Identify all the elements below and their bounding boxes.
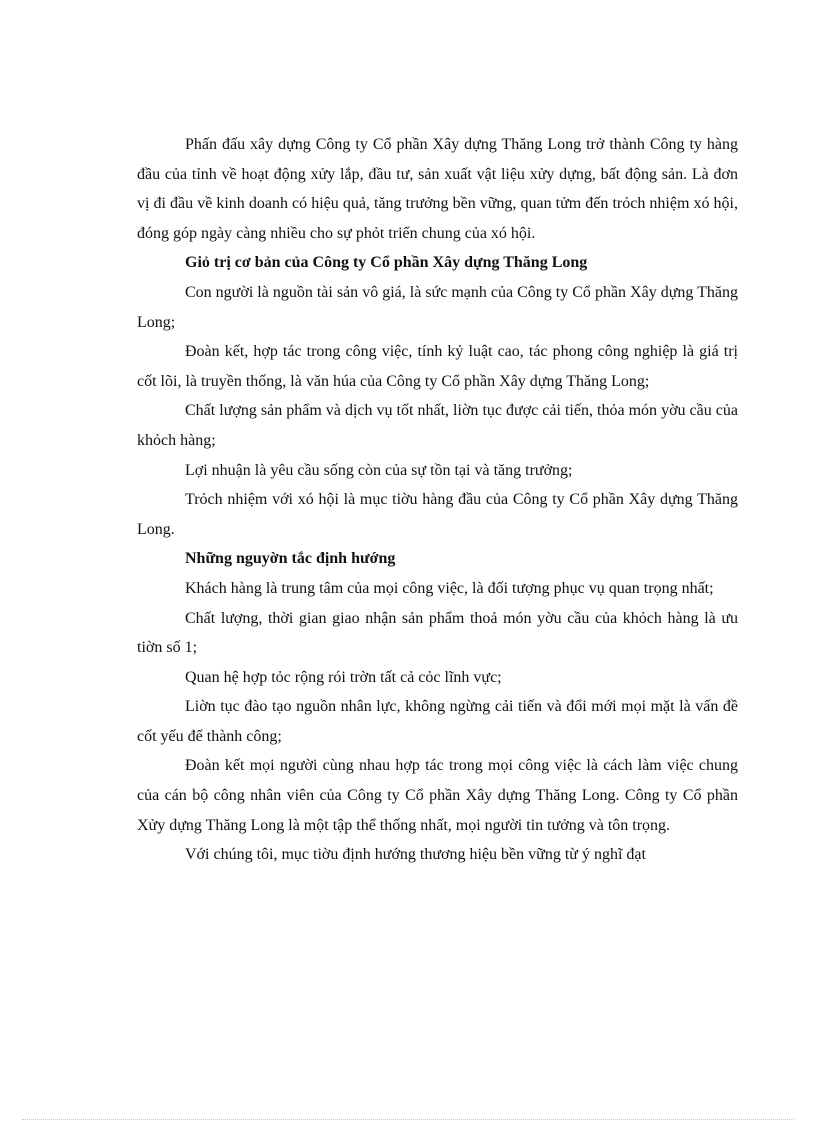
document-body [137, 130, 738, 870]
paragraph-brand-goal: Với chúng tôi, mục tiờu định hướng thương hiệu bền vững từ ý nghĩ đạt [185, 846, 646, 864]
paragraph-training: Liờn tục đào tạo nguồn nhân lực, không ngừng cải tiến và đổi mới mọi mặt là vấn đề cốt yếu để thành công; [137, 698, 738, 745]
paragraph-profit: Lợi nhuận là yêu cầu sống còn của sự tồn tại và tăng trưởng; [185, 461, 573, 479]
paragraph-cooperation: Quan hệ hợp tỏc rộng rói trờn tất cả cỏc lĩnh vực; [185, 668, 502, 686]
paragraph-delivery: Chất lượng, thời gian giao nhận sản phẩm thoả món yờu cầu của khỏch hàng là ưu tiờn số 1; [137, 609, 738, 657]
paragraph-people: Con người là nguồn tài sản vô giá, là sức mạnh của Công ty Cổ phần Xây dựng Thăng Long; [137, 283, 738, 331]
heading-guiding-principles: Những nguyờn tắc định hướng [185, 550, 396, 568]
paragraph-unity: Đoàn kết, hợp tác trong công việc, tính kỷ luật cao, tác phong công nghiệp là giá trị cốt lõi, là truyền thống, là văn húa của Công ty Cổ phần Xây dựng Thăng Long; [137, 343, 738, 390]
heading-core-values: Giỏ trị cơ bản của Công ty Cổ phần Xây dựng Thăng Long [185, 254, 588, 272]
paragraph-vision: Phấn đấu xây dựng Công ty Cổ phần Xây dựng Thăng Long trở thành Công ty hàng đầu của tỉnh về hoạt động xửy lắp, đầu tư, sản xuất vật liệu xửy dựng, bất động sản. Là đơn vị đi đầu về kinh doanh có hiệu quả, tăng trưởng bền vững, quan tửm đến trỏch nhiệm xó hội, đóng góp ngày càng nhiều cho sự phỏt triển chung của xó hội. [137, 136, 738, 242]
paragraph-teamwork: Đoàn kết mọi người cùng nhau hợp tác trong mọi công việc là cách làm việc chung của cán bộ công nhân viên của Công ty Cổ phần Xây dựng Thăng Long. Công ty Cổ phần Xửy dựng Thăng Long là một tập thể thống nhất, mọi người tin tưởng và tôn trọng. [137, 757, 738, 834]
page-bottom-divider [22, 1119, 794, 1120]
paragraph-customer: Khách hàng là trung tâm của mọi công việc, là đối tượng phục vụ quan trọng nhất; [185, 579, 714, 597]
paragraph-responsibility: Trỏch nhiệm với xó hội là mục tiờu hàng đầu của Công ty Cổ phần Xây dựng Thăng Long. [137, 491, 738, 538]
paragraph-quality: Chất lượng sản phẩm và dịch vụ tốt nhất, liờn tục được cải tiến, thỏa món yờu cầu của khỏch hàng; [137, 402, 738, 449]
